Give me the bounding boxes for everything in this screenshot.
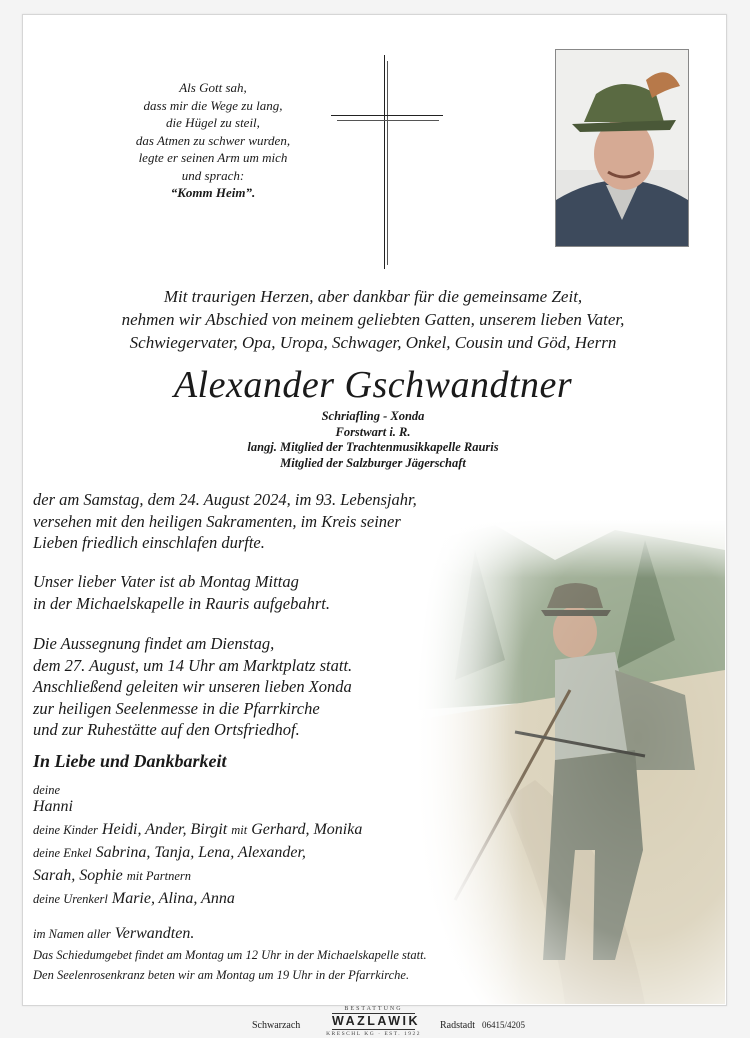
paragraph-line: versehen mit den heiligen Sakramenten, im Kreis seiner [33, 511, 401, 531]
funeral-paragraph [33, 633, 533, 741]
paragraph-line: Lieben friedlich einschlafen durfte. [33, 533, 265, 552]
relatives: Verwandten. [114, 925, 195, 942]
grandchildren-prefix: deine Enkel [33, 846, 92, 860]
paragraph-line: in der Michaelskapelle in Rauris aufgebahrt. [33, 593, 330, 613]
poem-line: Als Gott sah, [179, 80, 247, 95]
portrait-photo [555, 49, 689, 247]
great-grandchildren-names: Marie, Alina, Anna [111, 890, 235, 907]
poem-line: das Atmen zu schwer wurden, [135, 132, 291, 148]
poem [123, 79, 303, 202]
closing-notes [33, 945, 713, 985]
paragraph-line: der am Samstag, dem 24. August 2024, im 93. Lebensjahr, [33, 490, 417, 509]
wife-name: Hanni [33, 798, 73, 815]
paragraph-line: dem 27. August, um 14 Uhr am Marktplatz statt. [33, 655, 353, 675]
mourners-heading: In Liebe und Dankbarkeit [33, 751, 227, 771]
intro-line: nehmen wir Abschied von meinem geliebten Gatten, unserem lieben Vater, [121, 310, 625, 329]
detail-line: langj. Mitglied der Trachtenmusikkapelle Rauris [247, 440, 499, 454]
detail-line: Forstwart i. R. [335, 424, 411, 439]
great-grandchildren-prefix: deine Urenkerl [33, 892, 108, 906]
relatives-prefix: im Namen aller [33, 927, 111, 941]
children-prefix: deine Kinder [33, 823, 98, 837]
grandchildren-names-2: Sarah, Sophie [33, 867, 123, 884]
poem-line: und sprach: [181, 167, 245, 183]
intro-line: Mit traurigen Herzen, aber dankbar für die gemeinsame Zeit, [163, 287, 583, 306]
funeral-home-logo [326, 1006, 421, 1037]
poem-line: die Hügel zu steil, [166, 115, 260, 130]
logo-bottom: KRESCHL KG · EST. 1922 [326, 1031, 421, 1037]
footer-location-right: Radstadt [440, 1020, 475, 1031]
closing-line: Den Seelenrosenkranz beten wir am Montag um 19 Uhr in der Pfarrkirche. [33, 968, 410, 982]
obituary-card [22, 14, 727, 1006]
poem-line: legte er seinen Arm um mich [138, 150, 288, 165]
death-paragraph [33, 489, 533, 554]
detail-line: Mitglied der Salzburger Jägerschaft [280, 455, 466, 470]
footer-phone: 06415/4205 [482, 1020, 526, 1030]
poem-quote: “Komm Heim”. [170, 185, 256, 200]
intro-text [63, 285, 683, 354]
logo-brand: WAZLAWIK [332, 1014, 421, 1028]
paragraph-line: zur heiligen Seelenmesse in die Pfarrkirche [33, 698, 320, 718]
children-mit: mit [231, 823, 248, 837]
paragraph-line: Die Aussegnung findet am Dienstag, [33, 634, 275, 653]
mourners-list [33, 781, 463, 948]
grandchildren-partners: mit Partnern [126, 869, 192, 883]
closing-line: Das Schiedumgebet findet am Montag um 12 Uhr in der Michaelskapelle statt. [33, 948, 427, 962]
paragraph-line: und zur Ruhestätte auf den Ortsfriedhof. [33, 720, 300, 739]
paragraph-line: Unser lieber Vater ist ab Montag Mittag [33, 572, 299, 591]
wife-prefix: deine [33, 783, 61, 797]
footer-location-left: Schwarzach [252, 1020, 301, 1031]
deceased-name: Alexander Gschwandtner [173, 364, 573, 406]
grandchildren-names: Sabrina, Tanja, Lena, Alexander, [95, 844, 306, 861]
children-names: Heidi, Ander, Birgit [101, 821, 228, 838]
deceased-details [143, 409, 603, 471]
children-partners: Gerhard, Monika [251, 821, 363, 838]
detail-line: Schriafling - Xonda [321, 409, 425, 423]
funeral-home-footer [0, 1006, 750, 1038]
paragraph-line: Anschließend geleiten wir unseren lieben Xonda [33, 677, 352, 696]
poem-line: dass mir die Wege zu lang, [143, 97, 283, 113]
intro-line: Schwiegervater, Opa, Uropa, Schwager, Onkel, Cousin und Göd, Herrn [129, 333, 617, 352]
viewing-paragraph [33, 571, 533, 614]
logo-top: BESTATTUNG [344, 1006, 403, 1012]
